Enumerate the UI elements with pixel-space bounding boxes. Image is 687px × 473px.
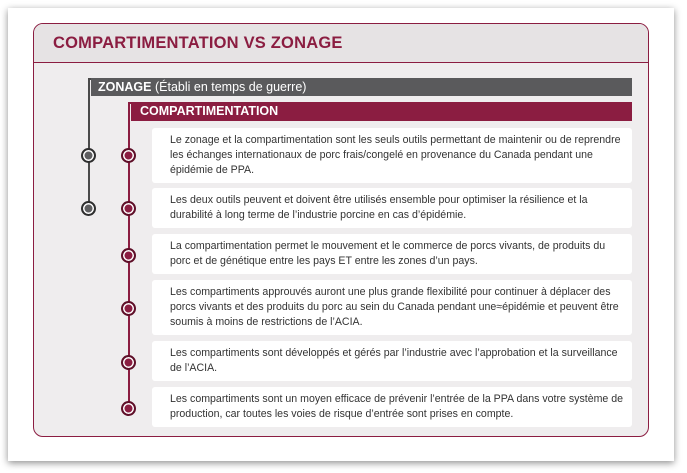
compartimentation-dot-icon [121,401,136,416]
list-item [152,188,632,228]
zonage-header-bar [91,78,632,96]
zonage-label: ZONAGE [98,80,152,94]
item-text: Les compartiments approuvés auront une plus grande flexibilité pour continuer à déplacer des porcs vivants et des produits du porc au sein du Canada pendant une≈épidémie et peuvent être soumis à moins de restrictions de l’ACIA. [170,286,619,328]
page-title: COMPARTIMENTATION VS ZONAGE [53,34,343,52]
compartimentation-dot-icon [121,248,136,263]
item-text: Les compartiments sont développés et gérés par l’industrie avec l’approbation et la surveillance de l’ACIA. [170,347,618,374]
zonage-note: (Établi en temps de guerre) [154,80,307,94]
list-item [152,280,632,335]
compartimentation-dot-icon [121,355,136,370]
compartimentation-label: COMPARTIMENTATION [140,104,279,118]
zonage-timeline [88,78,90,210]
compartimentation-dot-icon [121,201,136,216]
list-item [152,234,632,274]
item-text: Le zonage et la compartimentation sont les seuls outils permettant de maintenir ou de reprendre les échanges internationaux de porc frais/congelé en provenance du Canada pendant une épidémie de PPA. [170,134,621,176]
panel-header [34,24,648,63]
comparison-panel [33,23,649,437]
zonage-dot-icon [81,148,96,163]
compartimentation-header-bar [131,102,632,121]
zonage-dot-icon [81,201,96,216]
item-text: Les compartiments sont un moyen efficace de prévenir l’entrée de la PPA dans votre système de production, car toutes les voies de risque d’entrée sont prises en compte. [170,393,624,420]
list-item [152,128,632,183]
list-item [152,387,632,427]
compartimentation-dot-icon [121,301,136,316]
list-item [152,341,632,381]
compartimentation-dot-icon [121,148,136,163]
item-text: La compartimentation permet le mouvement et le commerce de porcs vivants, de produits du porc et de génétique entre les pays ET entre les zones d’un pays. [170,240,606,267]
item-text: Les deux outils peuvent et doivent être utilisés ensemble pour optimiser la résilience et la durabilité à long terme de l’industrie porcine en cas d’épidémie. [170,194,588,221]
